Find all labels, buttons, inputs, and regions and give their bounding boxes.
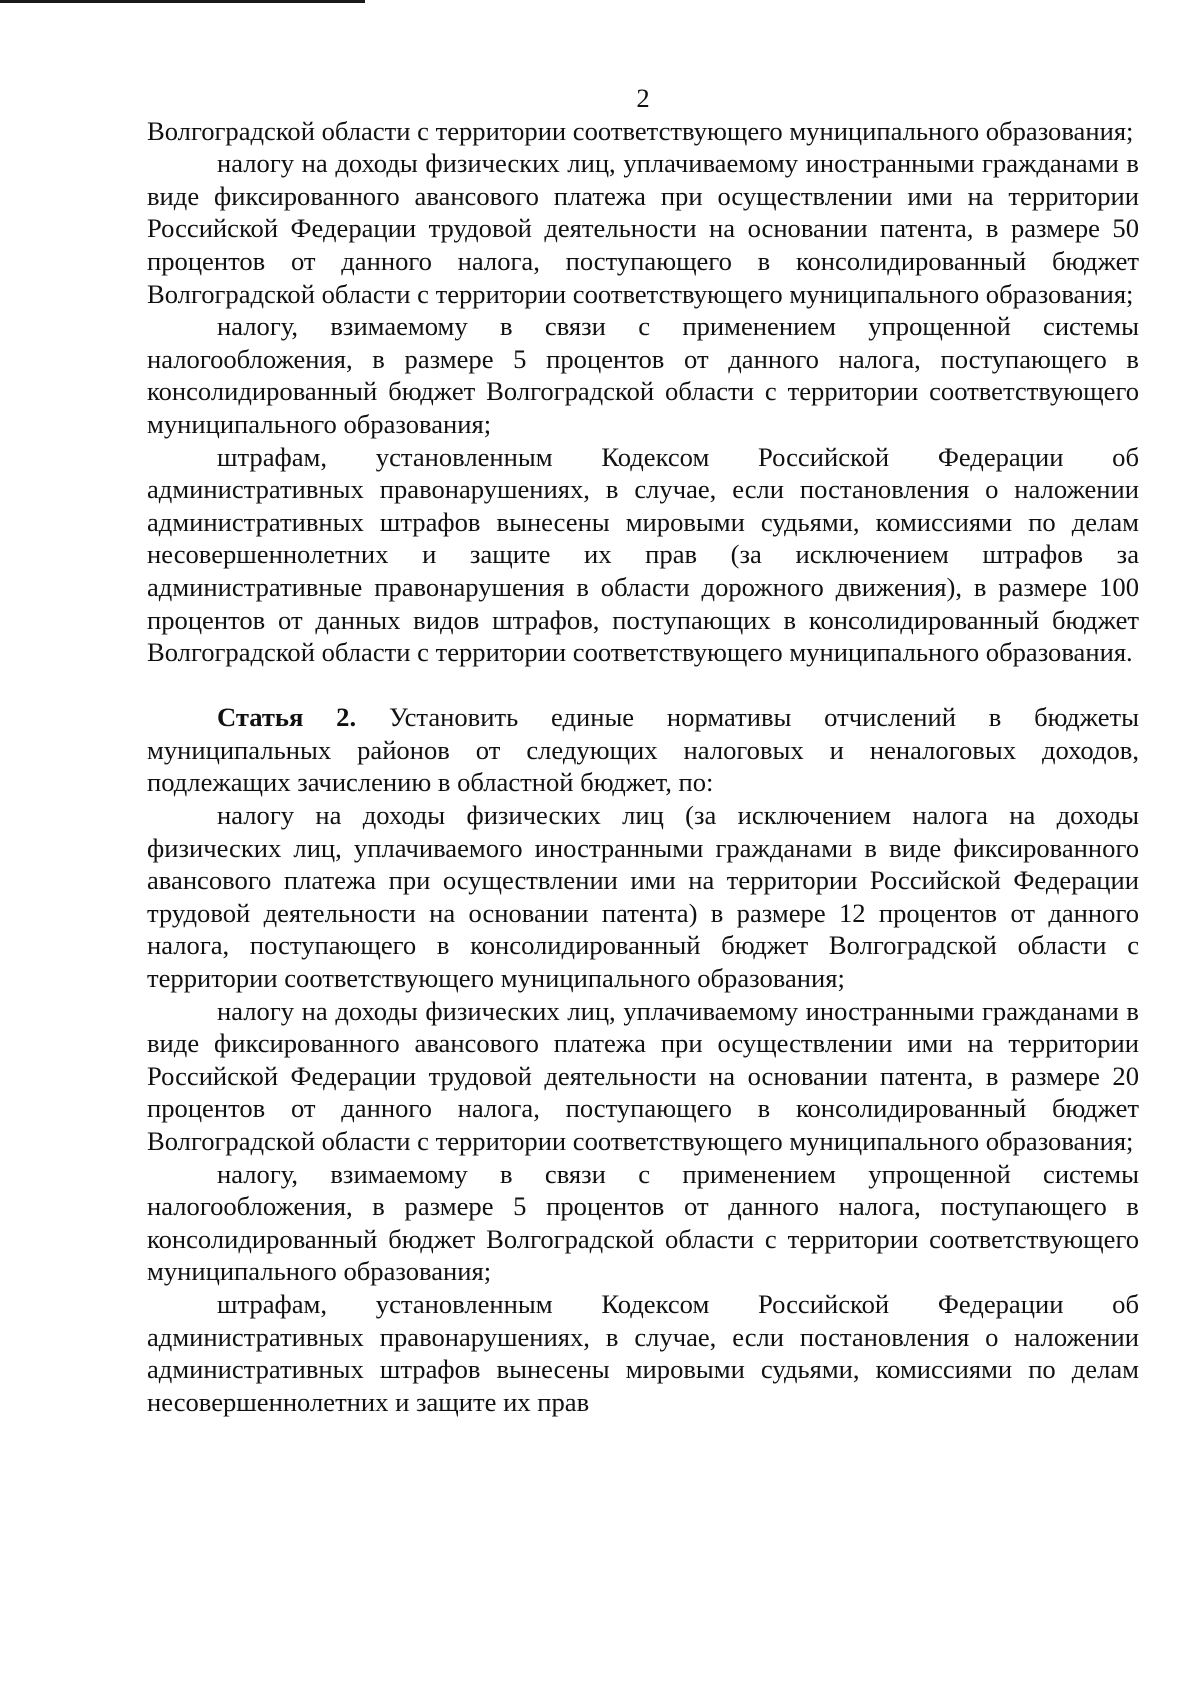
paragraph-simplified-tax: налогу, взимаемому в связи с применением упрощенной системы налогообложения, в размере 5 процентов от данного налога, поступающего в консолидированный бюджет Волгоградской области с территории соответствующего муниципального образования; xyxy=(147,311,1139,439)
article-2-item: налогу, взимаемому в связи с применением упрощенной системы налогообложения, в размере 5 процентов от данного налога, поступающего в консолидированный бюджет Волгоградской области с территории соответствующего муниципального образования; xyxy=(147,1158,1139,1287)
scan-edge-line xyxy=(0,0,365,3)
page-number: 2 xyxy=(636,83,650,113)
article-2-item: налогу на доходы физических лиц, уплачиваемому иностранными гражданами в виде фиксированного авансового платежа при осуществлении ими на территории Российской Федерации трудовой деятельности на основании патента, в размере 20 процентов от данного налога, поступающего в консолидированный бюджет Волгоградской области с территории соответствующего муниципального образования; xyxy=(147,995,1139,1156)
paragraph-patent-tax: налогу на доходы физических лиц, уплачиваемому иностранными гражданами в виде фиксированного авансового платежа при осуществлении ими на территории Российской Федерации трудовой деятельности на основании патента, в размере 50 процентов от данного налога, поступающего в консолидированный бюджет Волгоградской области с территории соответствующего муниципального образования; xyxy=(147,148,1139,309)
paragraph-continuation: Волгоградской области с территории соответствующего муниципального образования; xyxy=(147,115,1134,146)
article-2-item: штрафам, установленным Кодексом Российской Федерации об административных правонарушениях, в случае, если постановления о наложении административных штрафов вынесены мировыми судьями, комиссиями по делам несовершеннолетних и защите их прав xyxy=(147,1288,1139,1417)
document-page xyxy=(147,82,1139,1418)
article-2-label: Статья 2. xyxy=(217,702,357,733)
paragraph-fines: штрафам, установленным Кодексом Российской Федерации об административных правонарушениях, в случае, если постановления о наложении административных штрафов вынесены мировыми судьями, комиссиями по делам несовершеннолетних и защите их прав (за исключением штрафов за административные правонарушения в области дорожного движения), в размере 100 процентов от данных видов штрафов, поступающих в консолидированный бюджет Волгоградской области с территории соответствующего муниципального образования. xyxy=(147,441,1139,668)
article-2-intro xyxy=(147,701,1139,799)
article-2-item: налогу на доходы физических лиц (за исключением налога на доходы физических лиц, уплачиваемого иностранными гражданами в виде фиксированного авансового платежа при осуществлении ими на территории Российской Федерации трудовой деятельности на основании патента) в размере 12 процентов от данного налога, поступающего в консолидированный бюджет Волгоградской области с территории соответствующего муниципального образования; xyxy=(147,800,1139,994)
article-2-text: Установить единые нормативы отчислений в бюджеты муниципальных районов от следующих налоговых и неналоговых доходов, подлежащих зачислению в областной бюджет, по: xyxy=(147,702,1139,798)
